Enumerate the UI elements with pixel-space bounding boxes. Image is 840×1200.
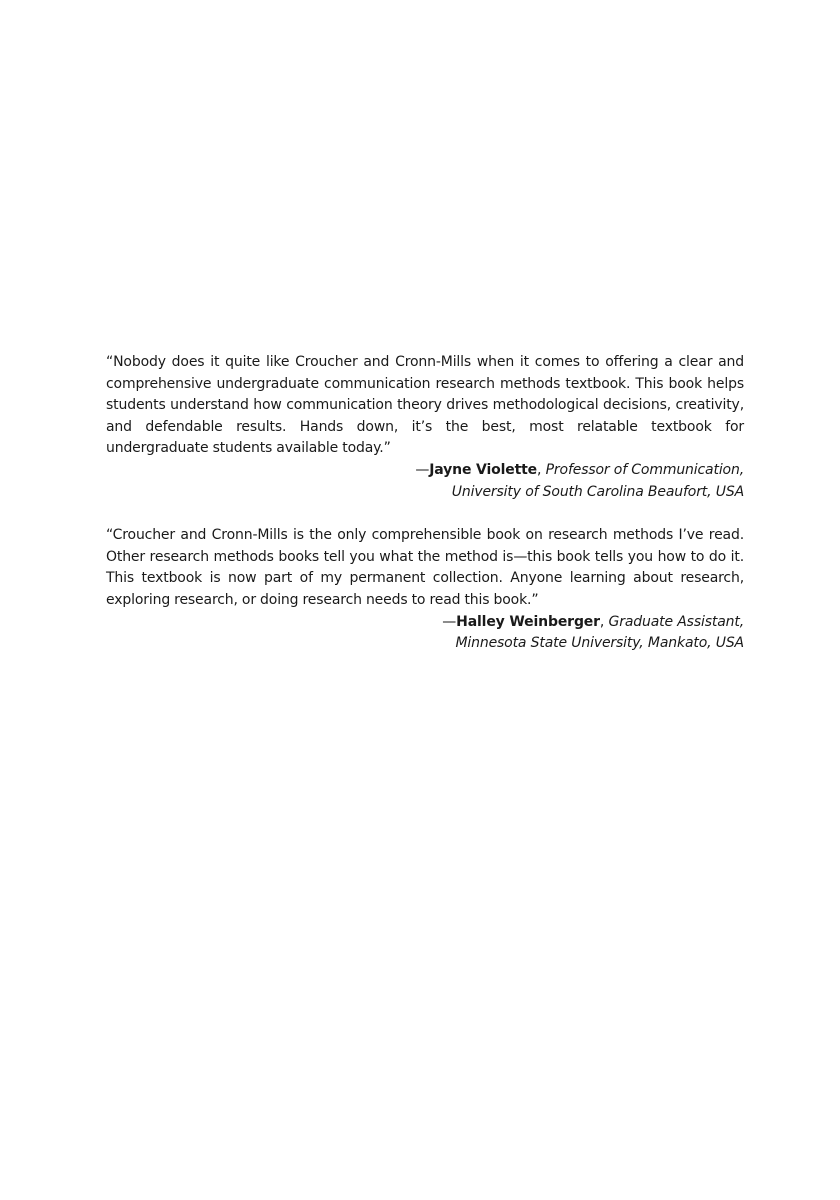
attribution-title-line2: Minnesota State University, Mankato, USA	[455, 635, 744, 652]
attribution-dash: —	[442, 613, 457, 630]
testimonial-quote: “Nobody does it quite like Croucher and Cronn-Mills when it comes to offering a clear and comprehensive undergraduate communication research methods textbook. This book helps students understand how communication theory drives methodological decisions, creativity, and defendable results. Hands down, it’s the best, most relatable textbook for undergraduate students available today.”	[106, 354, 744, 457]
attribution-title-line1: Graduate Assistant,	[604, 613, 744, 630]
testimonial-attribution	[106, 612, 744, 655]
testimonial-2	[106, 525, 744, 655]
attribution-title-line1: Professor of Communication,	[541, 461, 744, 478]
attribution-name: Jayne Violette	[429, 461, 538, 478]
testimonial-quote: “Croucher and Cronn-Mills is the only comprehensible book on research methods I’ve read. Other research methods books tell you what the method is—this book tells you how to do it. This textbook is now part of my permanent collection. Anyone learning about research, exploring research, or doing research needs to read this book.”	[106, 527, 744, 608]
testimonial-1	[106, 352, 744, 503]
attribution-name: Halley Weinberger	[456, 613, 600, 630]
attribution-dash: —	[415, 461, 430, 478]
attribution-comma: ,	[599, 613, 605, 630]
testimonials-section	[106, 352, 744, 655]
attribution-comma: ,	[537, 461, 542, 478]
testimonial-attribution	[106, 460, 744, 503]
attribution-title-line2: University of South Carolina Beaufort, USA	[451, 483, 744, 500]
spacer	[106, 503, 744, 525]
